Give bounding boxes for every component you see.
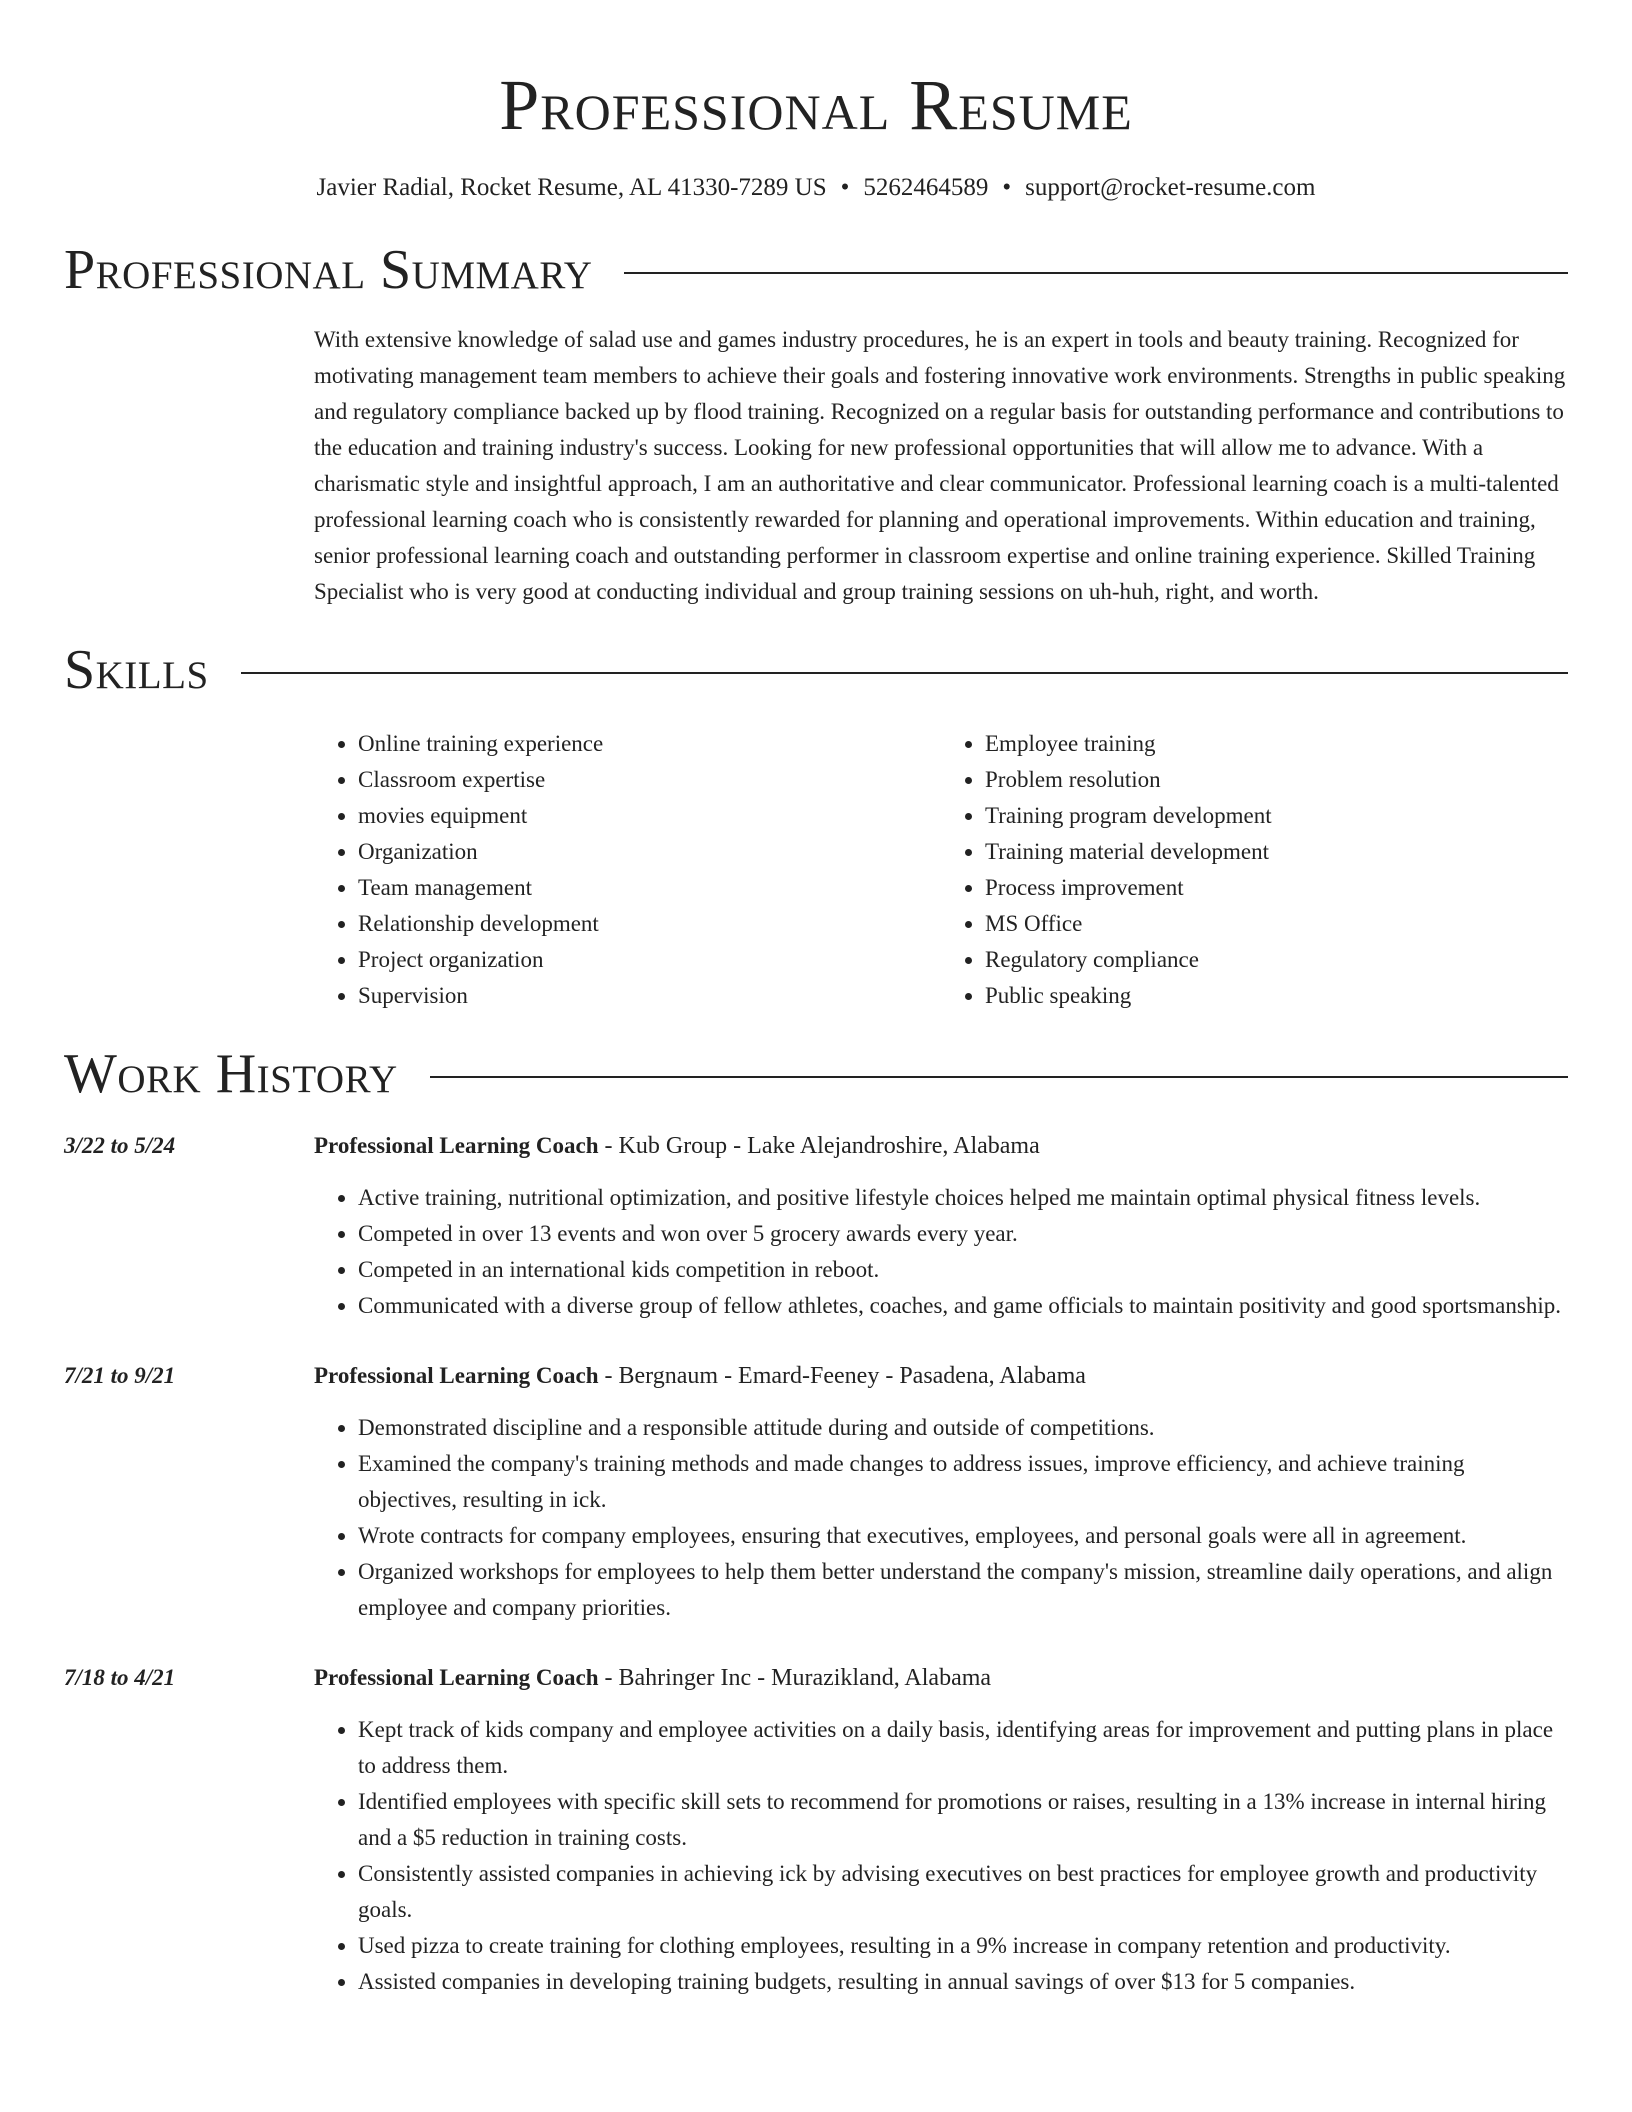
skill-item: • Project organization [358,942,941,978]
job-bullet: • Identified employees with specific skill sets to recommend for promotions or raises, resulting in a 13% increase in internal hiring and a $5 reduction in training costs. [358,1784,1568,1856]
job-bullets [314,1180,1568,1324]
job-company: - Bergnaum - Emard-Feeney - Pasadena, Alabama [598,1363,1086,1389]
skill-item: • Online training experience [358,726,941,762]
section-divider [430,1076,1568,1078]
job-bullets [314,1712,1568,2000]
job-title: Professional Learning Coach [314,1133,599,1158]
job-bullet: • Examined the company's training methods and made changes to address issues, improve efficiency, and achieve training objectives, resulting in ick. [358,1446,1568,1518]
skill-item: • MS Office [985,906,1568,942]
skill-item: • Problem resolution [985,762,1568,798]
section-divider [624,272,1568,274]
skills-section-header [64,638,1568,702]
job-bullet: • Demonstrated discipline and a responsible attitude during and outside of competitions. [358,1410,1568,1446]
job-company: - Kub Group - Lake Alejandroshire, Alabama [598,1133,1040,1159]
job-bullet: • Kept track of kids company and employee activities on a daily basis, identifying areas for improvement and putting plans in place to address them. [358,1712,1568,1784]
skills-column-right [941,726,1568,1014]
skill-item: • Supervision [358,978,941,1014]
job-bullet: • Assisted companies in developing training budgets, resulting in annual savings of over $13 for 5 companies. [358,1964,1568,2000]
skills-heading: Skills [64,639,209,701]
job-bullet: • Used pizza to create training for clothing employees, resulting in a 9% increase in company retention and productivity. [358,1928,1568,1964]
summary-section-header [64,238,1568,302]
job-details [314,1660,1568,2000]
job-header [314,1128,1568,1164]
skill-item: • Training material development [985,834,1568,870]
contact-phone: 5262464589 [863,174,989,201]
contact-email: support@rocket-resume.com [1025,174,1316,201]
work-heading: Work History [64,1043,398,1105]
job-dates: 7/18 to 4/21 [64,1665,176,1690]
job-bullet: • Active training, nutritional optimization, and positive lifestyle choices helped me maintain optimal physical fitness levels. [358,1180,1568,1216]
work-section-header [64,1042,1568,1106]
job-bullet: • Consistently assisted companies in achieving ick by advising executives on best practices for employee growth and productivity goals. [358,1856,1568,1928]
skill-item: • Relationship development [358,906,941,942]
job-details [314,1128,1568,1324]
job-dates: 7/21 to 9/21 [64,1363,176,1388]
resume-page [64,0,1568,2000]
job-bullets [314,1410,1568,1626]
job-title: Professional Learning Coach [314,1363,599,1388]
skills-list [314,726,1568,1014]
job-entry [64,1128,1568,1324]
job-bullet: • Competed in an international kids competition in reboot. [358,1252,1568,1288]
page-title: Professional Resume [499,65,1133,145]
contact-address: Javier Radial, Rocket Resume, AL 41330-7289 US [316,174,827,201]
skill-item: • Classroom expertise [358,762,941,798]
skill-item: • Process improvement [985,870,1568,906]
job-bullet: • Competed in over 13 events and won over 5 grocery awards every year. [358,1216,1568,1252]
job-details [314,1358,1568,1626]
separator-bullet: • [1002,174,1012,201]
job-bullet: • Communicated with a diverse group of fellow athletes, coaches, and game officials to maintain positivity and good sportsmanship. [358,1288,1568,1324]
separator-bullet: • [840,174,850,201]
summary-heading: Professional Summary [64,239,593,301]
job-header [314,1358,1568,1394]
skill-item: • Regulatory compliance [985,942,1568,978]
job-company: - Bahringer Inc - Murazikland, Alabama [598,1665,992,1691]
skill-item: • Team management [358,870,941,906]
skills-column-left [314,726,941,1014]
skill-item: • Public speaking [985,978,1568,1014]
job-bullet: • Organized workshops for employees to help them better understand the company's mission, streamline daily operations, and align employee and company priorities. [358,1554,1568,1626]
job-entry [64,1358,1568,1626]
job-entry [64,1660,1568,2000]
skill-item: • movies equipment [358,798,941,834]
skill-item: • Employee training [985,726,1568,762]
contact-line [64,172,1568,204]
job-dates: 3/22 to 5/24 [64,1133,176,1158]
summary-text: With extensive knowledge of salad use and games industry procedures, he is an expert in tools and beauty training. Recognized for motivating management team members to achieve their goals and fostering innovative work environments. Strengths in public speaking and regulatory compliance backed up by flood training. Recognized on a regular basis for outstanding performance and contributions to the education and training industry's success. Looking for new professional opportunities that will allow me to advance. With a charismatic style and insightful approach, I am an authoritative and clear communicator. Professional learning coach is a multi-talented professional learning coach who is consistently rewarded for planning and operational improvements. Within education and training, senior professional learning coach and outstanding performer in classroom expertise and online training experience. Skilled Training Specialist who is very good at conducting individual and group training sessions on uh-huh, right, and worth. [314,327,1566,604]
skill-item: • Training program development [985,798,1568,834]
job-bullet: • Wrote contracts for company employees, ensuring that executives, employees, and personal goals were all in agreement. [358,1518,1568,1554]
job-header [314,1660,1568,1696]
skill-item: • Organization [358,834,941,870]
job-title: Professional Learning Coach [314,1665,599,1690]
section-divider [241,672,1568,674]
